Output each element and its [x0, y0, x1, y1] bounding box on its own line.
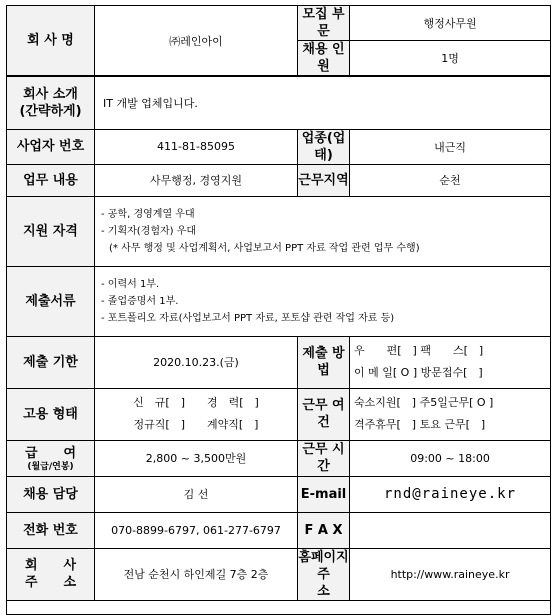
- position-value: 행정사무원: [350, 6, 551, 41]
- phone-label: 전화 번호: [7, 512, 95, 548]
- hours-label: 근무 시간: [298, 440, 350, 476]
- job-posting-table: [6, 5, 551, 615]
- headcount-label: 채용 인원: [298, 41, 350, 77]
- intro-value: IT 개발 업체입니다.: [95, 76, 551, 129]
- qual-line: - 기획자(경험자) 우대: [101, 225, 197, 237]
- fax-label: F A X: [298, 512, 350, 548]
- email-label: E-mail: [298, 476, 350, 512]
- headcount-value: 1명: [350, 41, 551, 77]
- addr-label: [7, 548, 95, 600]
- method-label: 제출 방법: [298, 336, 350, 388]
- intro-label-line2: (간략하게): [19, 103, 82, 119]
- method-line: 우 편[ ] 팩 스[ ]: [354, 344, 484, 357]
- docs-line: - 포트폴리오 자료(사업보고서 PPT 자료, 포토샵 관련 작업 자료 등): [101, 312, 395, 324]
- intro-label-line1: 회사 소개: [23, 86, 78, 102]
- company-name-value: ㈜레인아이: [95, 6, 298, 77]
- table-footer-row: [7, 600, 551, 614]
- cond-line: 숙소지원[ ] 주5일근무[ O ]: [354, 396, 494, 409]
- position-label: 모집 부문: [298, 6, 350, 41]
- contact-value: 김 선: [95, 476, 298, 512]
- addr-value: 전남 순천시 하인제길 7층 2층: [95, 548, 298, 600]
- bizno-label: 사업자 번호: [7, 129, 95, 164]
- docs-label: 제출서류: [7, 266, 95, 336]
- salary-label-sub: (월급/연봉): [27, 461, 74, 472]
- company-name-label: 회 사 명: [7, 6, 95, 77]
- deadline-label: 제출 기한: [7, 336, 95, 388]
- docs-list: [95, 266, 551, 336]
- duty-label: 업무 내용: [7, 164, 95, 196]
- salary-label-main: 급 여: [24, 445, 77, 461]
- qual-line: - 공학, 경영계열 우대: [101, 208, 195, 220]
- deadline-value: 2020.10.23.(금): [95, 336, 298, 388]
- intro-label: [7, 76, 95, 129]
- docs-line: - 졸업증명서 1부.: [101, 295, 179, 307]
- addr-label-line2: 주 소: [24, 575, 77, 590]
- homepage-value[interactable]: http://www.raineye.kr: [350, 548, 551, 600]
- duty-value: 사무행정, 경영지원: [95, 164, 298, 196]
- salary-label: [7, 440, 95, 476]
- qual-label: 지원 자격: [7, 196, 95, 266]
- emptype-label: 고용 형태: [7, 388, 95, 440]
- location-value: 순천: [350, 164, 551, 196]
- emptype-options: [95, 388, 298, 440]
- homepage-label-line1: 홈페이지: [298, 549, 349, 565]
- qual-list: [95, 196, 551, 266]
- contact-label: 채용 담당: [7, 476, 95, 512]
- homepage-label: [298, 548, 356, 600]
- industry-label: 업종(업태): [298, 129, 350, 164]
- method-line: 이 메 일[ O ] 방문접수[ ]: [354, 366, 483, 379]
- qual-line: (* 사무 행정 및 사업계획서, 사업보고서 PPT 자료 작업 관련 업무 수행): [109, 242, 420, 254]
- cond-options: [350, 388, 551, 440]
- docs-line: - 이력서 1부.: [101, 278, 160, 290]
- cond-line: 격주휴무[ ] 토요 근무[ ]: [354, 418, 486, 431]
- job-posting-form: [6, 5, 550, 615]
- industry-value: 내근직: [350, 129, 551, 164]
- bizno-value: 411-81-85095: [95, 129, 298, 164]
- method-options: [350, 336, 551, 388]
- fax-value: [350, 512, 551, 548]
- addr-label-line1: 회 사: [24, 558, 77, 573]
- emptype-line: 정규직[ ] 계약직[ ]: [133, 418, 259, 431]
- cond-label: 근무 여건: [298, 388, 350, 440]
- hours-value: 09:00 ~ 18:00: [350, 440, 551, 476]
- phone-value: 070-8899-6797, 061-277-6797: [95, 512, 298, 548]
- homepage-label-line2: 주 소: [317, 566, 356, 599]
- email-value[interactable]: rnd@raineye.kr: [350, 476, 551, 512]
- salary-value: 2,800 ~ 3,500만원: [95, 440, 298, 476]
- location-label: 근무지역: [298, 164, 350, 196]
- emptype-line: 신 규[ ] 경 력[ ]: [133, 396, 259, 409]
